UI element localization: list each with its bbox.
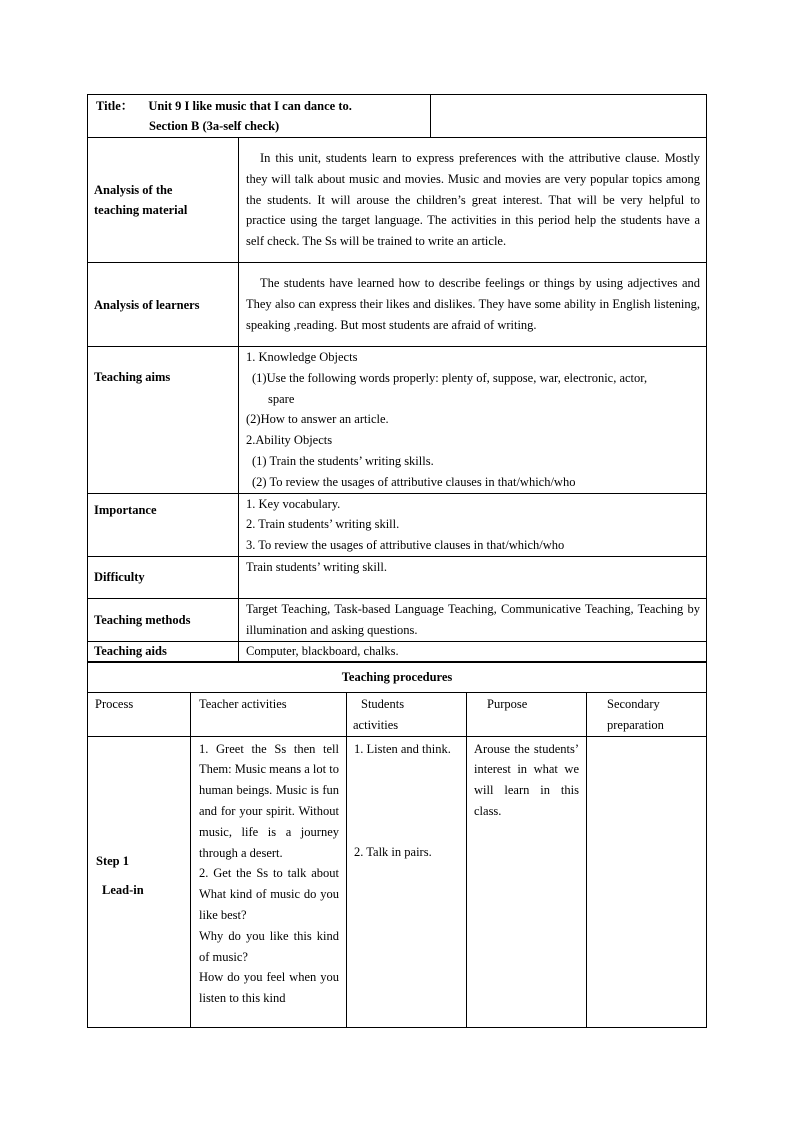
title-cell [88,95,431,138]
col-process: Process [88,693,191,737]
col-secondary-line2: preparation [607,717,664,732]
teaching-aids-label: Teaching aids [88,641,239,662]
teaching-procedures-table [87,661,707,1028]
step1-purpose: Arouse the students’ interest in what we will learn in this class. [467,736,587,1027]
teaching-aims-content [239,347,707,494]
lesson-info-table [87,94,707,663]
aims-line: (1) Train the students’ writing skills. [252,453,434,468]
title-label: Title： [96,99,134,113]
difficulty-text: Train students’ writing skill. [239,556,707,598]
col-students-line1: Students [361,697,405,711]
col-purpose: Purpose [467,693,587,737]
aims-line: (2) To review the usages of attributive clauses in that/which/who [252,474,576,489]
student-activity: 1. Listen and think. [354,741,451,756]
teacher-activity: Why do you like this kind of music? [199,928,339,964]
title-section: Section B (3a-self check) [149,119,280,133]
difficulty-label: Difficulty [88,556,239,598]
col-secondary-line1: Secondary [607,697,660,711]
step1-name [88,736,191,1027]
analysis-learners-text: The students have learned how to describe feelings or things by using adjectives and They also can express their likes and dislikes. They have some ability in English listening, speaking ,reading. But most students are afraid of writing. [239,263,707,347]
importance-content [239,493,707,556]
procedures-heading: Teaching procedures [88,662,707,693]
step1-secondary-preparation [587,736,707,1027]
analysis-material-label-line2: teaching material [94,203,188,217]
teaching-methods-text: Target Teaching, Task-based Language Teaching, Communicative Teaching, Teaching by illumination and asking questions. [239,598,707,641]
teacher-activity: 2. Get the Ss to talk about What kind of music do you like best? [199,866,339,922]
teacher-activity: How do you feel when you listen to this kind [199,970,339,1006]
aims-line: (1)Use the following words properly: plenty of, suppose, war, electronic, actor, [252,370,648,385]
teacher-activity: 1. Greet the Ss then tell Them: Music means a lot to human beings. Music is fun and for your spirit. Without music, life is a journey through a desert. [199,741,339,860]
aims-line: spare [268,391,295,406]
step1-line2: Lead-in [102,882,144,897]
teaching-aids-text: Computer, blackboard, chalks. [239,641,707,662]
title-unit: Unit 9 I like music that I can dance to. [148,99,352,113]
analysis-learners-label: Analysis of learners [88,263,239,347]
col-students-activities [347,693,467,737]
col-secondary-preparation [587,693,707,737]
analysis-material-label-line1: Analysis of the [94,183,173,197]
aims-line: 1. Knowledge Objects [246,350,358,364]
col-students-line2: activities [353,717,399,732]
col-teacher-activities: Teacher activities [191,693,347,737]
step1-students-activities [347,736,467,1027]
teaching-aims-label: Teaching aims [88,347,239,494]
analysis-material-text: In this unit, students learn to express preferences with the attributive clause. Mostly they will talk about music and movies. Music and movies are very popular topics among the students. It will arouse the children’s great interest. That will be very helpful to practice using the target language. The activities in this period help the students have a self check. The Ss will be trained to write an article. [239,138,707,263]
step1-teacher-activities [191,736,347,1027]
importance-label: Importance [88,493,239,556]
importance-line: 1. Key vocabulary. [246,496,341,511]
aims-line: (2)How to answer an article. [246,412,389,427]
teaching-methods-label: Teaching methods [88,598,239,641]
title-empty-cell [431,95,707,138]
importance-line: 3. To review the usages of attributive clauses in that/which/who [246,538,565,553]
student-activity: 2. Talk in pairs. [354,845,432,860]
importance-line: 2. Train students’ writing skill. [246,517,400,532]
aims-line: 2.Ability Objects [246,433,333,448]
analysis-material-label [88,138,239,263]
step1-line1: Step 1 [96,853,129,868]
